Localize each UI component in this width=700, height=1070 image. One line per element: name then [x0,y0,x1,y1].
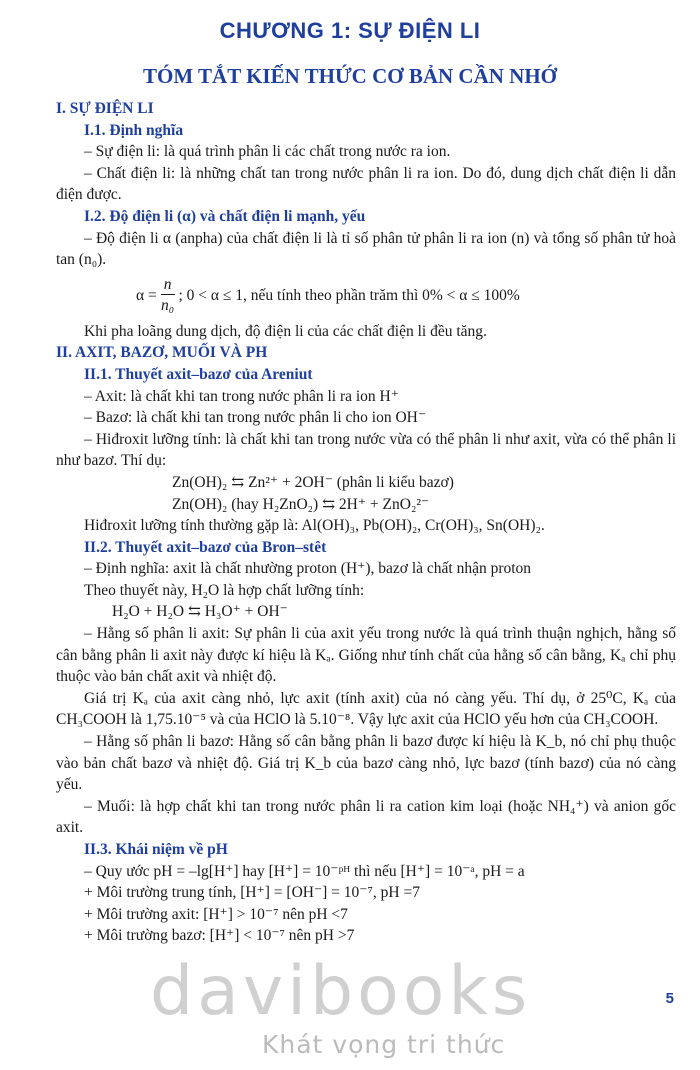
subsection-1-2-heading: I.2. Độ điện li (α) và chất điện li mạnh, yếu [84,207,366,225]
content-body [56,98,676,947]
paragraph: Giá trị Kₐ của axit càng nhỏ, lực axit (tính axit) của nó càng yếu. Thí dụ, ở 25⁰C, Kₐ của CH₃COOH là 1,75.10⁻⁵ và của HClO là 5.10⁻⁸. Vậy lực axit của HClO yếu hơn của CH₃COOH. [56,689,676,729]
fraction [161,276,175,315]
paragraph: + Môi trường trung tính, [H⁺] = [OH⁻] = 10⁻⁷, pH =7 [84,884,420,902]
paragraph: – Hằng số phân li bazơ: Hằng số cân bằng phân li bazơ được kí hiệu là K_b, nó chỉ phụ thuộc vào bản chất bazơ và nhiệt độ. Giá trị K_b của bazơ càng nhỏ, lực bazơ (tính bazơ) của nó càng yếu. [56,733,676,794]
formula-left: α = [136,286,157,304]
subsection-2-1-heading: II.1. Thuyết axit–bazơ của Areniut [84,365,313,383]
paragraph: + Môi trường bazơ: [H⁺] < 10⁻⁷ nên pH >7 [84,927,355,945]
equation: Zn(OH)₂ ⇆ Zn²⁺ + 2OH⁻ (phân li kiểu bazơ) [172,473,454,491]
fraction-denominator: n₀ [161,297,175,315]
equation: Zn(OH)₂ (hay H₂ZnO₂) ⇆ 2H⁺ + ZnO₂²⁻ [172,495,430,513]
chapter-title: CHƯƠNG 1: SỰ ĐIỆN LI [219,18,481,43]
paragraph: – Quy ước pH = –lg[H⁺] hay [H⁺] = 10⁻ᵖᴴ thì nếu [H⁺] = 10⁻ᵃ, pH = a [84,862,525,880]
watermark-slogan: Khát vọng tri thức [262,1030,506,1059]
summary-title: TÓM TẮT KIẾN THỨC CƠ BẢN CẦN NHỚ [142,64,558,88]
subsection-2-2-heading: II.2. Thuyết axit–bazơ của Bron–stêt [84,538,327,556]
paragraph: – Định nghĩa: axit là chất nhường proton (H⁺), bazơ là chất nhận proton [84,560,532,578]
fraction-numerator: n [161,276,175,295]
paragraph: Hiđroxit lưỡng tính thường gặp là: Al(OH)₃, Pb(OH)₂, Cr(OH)₃, Sn(OH)₂. [84,517,545,535]
alpha-formula [56,271,676,321]
paragraph: – Hằng số phân li axit: Sự phân li của axit yếu trong nước là quá trình thuận nghịch, hằng số cân bằng phân li axit này được kí hiệu là Kₐ. Giống như tính chất của hằng số cân bằng, Kₐ chỉ phụ thuộc vào bản chất axit và nhiệt độ. [56,625,676,686]
paragraph: + Môi trường axit: [H⁺] > 10⁻⁷ nên pH <7 [84,905,348,923]
subsection-1-1-heading: I.1. Định nghĩa [84,121,184,139]
section-1-heading: I. SỰ ĐIỆN LI [56,100,154,117]
formula-right: ; 0 < α ≤ 1, nếu tính theo phần trăm thì 0% < α ≤ 100% [178,286,520,304]
paragraph: – Độ điện li α (anpha) của chất điện li là tỉ số phân tử phân li ra ion (n) và tổng số phân tử hoà tan (n₀). [56,229,676,269]
paragraph: Theo thuyết này, H₂O là hợp chất lưỡng tính: [84,581,365,599]
paragraph: – Sự điện li: là quá trình phân li các chất trong nước ra ion. [84,143,451,161]
section-2-heading: II. AXIT, BAZƠ, MUỐI VÀ PH [56,344,268,362]
paragraph: – Hiđroxit lưỡng tính: là chất khi tan trong nước vừa có thể phân li như axit, vừa có thể phân li như bazơ. Thí dụ: [56,430,676,470]
paragraph: – Bazơ: là chất khi tan trong nước phân li cho ion OH⁻ [84,409,427,427]
paragraph: – Axit: là chất khi tan trong nước phân li ra ion H⁺ [84,387,399,405]
paragraph: – Chất điện li: là những chất tan trong nước phân li ra ion. Do đó, dung dịch chất điện li dẫn điện được. [56,164,676,204]
watermark-brand: davibooks [150,952,532,1031]
equation: H₂O + H₂O ⇆ H₃O⁺ + OH⁻ [112,603,288,621]
page-number: 5 [665,990,674,1007]
paragraph: – Muối: là hợp chất khi tan trong nước phân li ra cation kim loại (hoặc NH₄⁺) và anion gốc axit. [56,797,676,837]
paragraph: Khi pha loãng dung dịch, độ điện li của các chất điện li đều tăng. [84,322,487,340]
subsection-2-3-heading: II.3. Khái niệm về pH [84,841,228,858]
